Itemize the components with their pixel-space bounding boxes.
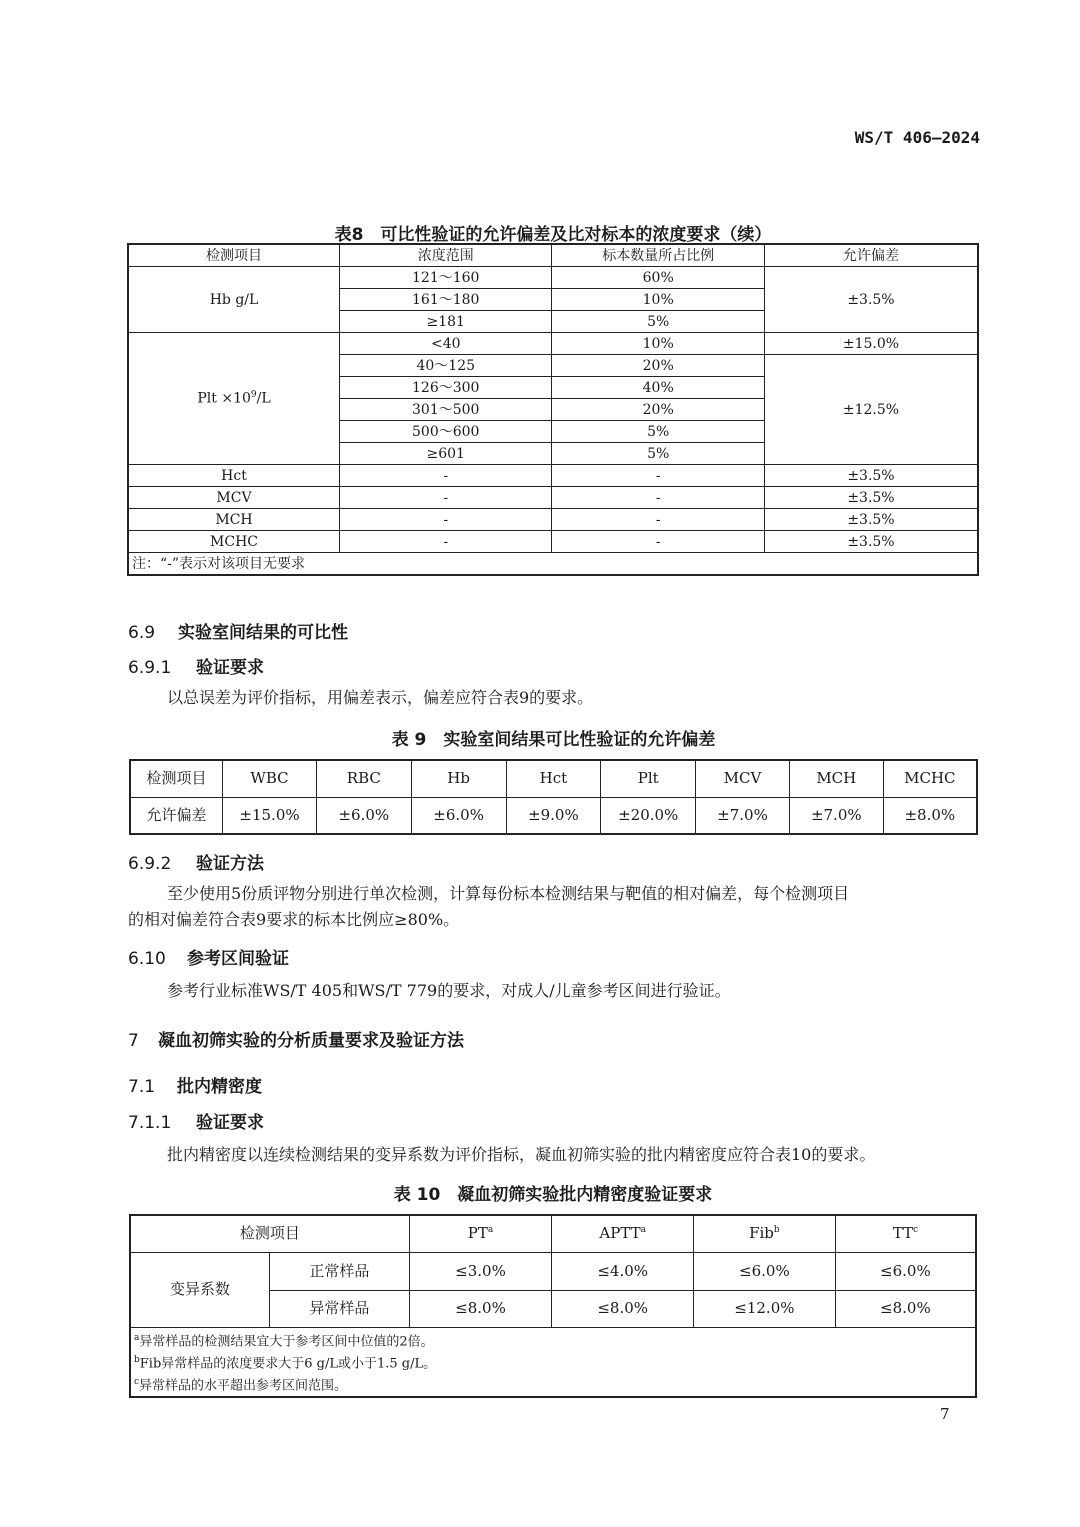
group-label: 变异系数: [130, 1252, 270, 1327]
table-row: [128, 509, 978, 531]
table-cell: ≤3.0%: [409, 1252, 552, 1290]
table-header-cell: 检测项目: [128, 244, 340, 267]
table-row: [130, 797, 977, 834]
footnote-mark: c: [134, 1377, 140, 1388]
section-7-1-1-text: 批内精密度以连续检测结果的变异系数为评价指标，凝血初筛实验的批内精密度应符合表10的要求。: [167, 1145, 876, 1164]
range-cell: 40～125: [340, 355, 552, 377]
table-note-row: [130, 1327, 976, 1397]
table-cell: ≤6.0%: [694, 1252, 836, 1290]
table-row: [128, 465, 978, 487]
footnote-mark: a: [640, 1225, 646, 1236]
table-cell: ≤8.0%: [835, 1290, 976, 1327]
table-header-cell: 检测项目: [130, 1215, 409, 1252]
footnote: [134, 1329, 972, 1351]
table-header-cell: [409, 1215, 552, 1252]
table-cell: ≤6.0%: [835, 1252, 976, 1290]
table-header-cell: 浓度范围: [340, 244, 552, 267]
section-7-heading: [128, 1026, 464, 1051]
table-cell: ±15.0%: [223, 797, 317, 834]
pct-cell: 5%: [552, 443, 764, 465]
section-number: 6.9.2: [128, 854, 172, 874]
footnote-text: 异常样品的水平超出参考区间范围。: [139, 1378, 348, 1394]
section-7-1-heading: [128, 1072, 262, 1097]
tolerance-cell: ±12.5%: [764, 355, 978, 465]
footnote-mark: b: [773, 1225, 780, 1236]
table-cell: ±7.0%: [696, 797, 790, 834]
footnote-mark: a: [487, 1225, 494, 1236]
range-cell: 121～160: [340, 267, 552, 289]
plt-item-exponent: 9: [250, 390, 257, 401]
table-header-cell: 标本数量所占比例: [552, 244, 764, 267]
table-row: [128, 487, 978, 509]
table8-note: 注：“-”表示对该项目无要求: [128, 553, 978, 576]
table-cell: Hct: [506, 760, 601, 797]
table-header-row: [130, 1215, 976, 1252]
section-6-9-1-heading: [128, 653, 264, 678]
section-number: 6.9: [128, 623, 156, 643]
tolerance-cell: ±3.5%: [764, 487, 978, 509]
pct-cell: 5%: [552, 421, 764, 443]
section-6-9-2-line2: 的相对偏差符合表9要求的标本比例应≥80%。: [128, 910, 460, 929]
item-cell: MCHC: [128, 531, 340, 553]
section-6-10-heading: [128, 944, 289, 969]
col-name: PT: [467, 1224, 488, 1243]
section-number: 7: [128, 1031, 139, 1051]
pct-cell: 10%: [552, 333, 764, 355]
table-cell: WBC: [223, 760, 317, 797]
section-6-9-2-heading: [128, 849, 264, 874]
col-name: Fib: [749, 1224, 774, 1243]
pct-cell: 10%: [552, 289, 764, 311]
footnote-mark: b: [134, 1354, 140, 1365]
pct-cell: 5%: [552, 311, 764, 333]
table-cell: ≤8.0%: [552, 1290, 694, 1327]
plt-item: [128, 333, 340, 465]
footnote: [134, 1373, 972, 1395]
tolerance-cell: ±3.5%: [764, 267, 978, 333]
item-cell: Hct: [128, 465, 340, 487]
range-cell: 500～600: [340, 421, 552, 443]
plt-item-suffix: /L: [256, 390, 271, 407]
range-cell: ≥601: [340, 443, 552, 465]
pct-cell: -: [552, 465, 764, 487]
col-name: APTT: [599, 1224, 641, 1243]
pct-cell: -: [552, 487, 764, 509]
table-cell: MCV: [696, 760, 790, 797]
section-title: 参考区间验证: [187, 949, 289, 969]
section-6-9-2-line1: 至少使用5份质评物分别进行单次检测，计算每份标本检测结果与靶值的相对偏差，每个检测项目: [167, 884, 850, 903]
tolerance-cell: ±3.5%: [764, 465, 978, 487]
section-title: 验证要求: [196, 1113, 264, 1133]
range-cell: 301～500: [340, 399, 552, 421]
pct-cell: 20%: [552, 355, 764, 377]
pct-cell: -: [552, 531, 764, 553]
footnote-text: 异常样品的检测结果宜大于参考区间中位值的2倍。: [139, 1333, 434, 1349]
table-note-row: [128, 553, 978, 576]
table-header-row: [128, 244, 978, 267]
range-cell: -: [340, 509, 552, 531]
table-cell: ≤12.0%: [694, 1290, 836, 1327]
table-row: [128, 531, 978, 553]
table-cell: Plt: [601, 760, 696, 797]
section-title: 实验室间结果的可比性: [178, 623, 348, 643]
section-number: 6.10: [128, 949, 166, 969]
footnote: [134, 1351, 972, 1373]
hb-item: Hb g/L: [128, 267, 340, 333]
table-cell: 允许偏差: [130, 797, 223, 834]
table10: [129, 1214, 977, 1398]
table-row: [128, 267, 978, 289]
table-cell: ±6.0%: [316, 797, 411, 834]
section-7-1-1-heading: [128, 1108, 264, 1133]
pct-cell: 20%: [552, 399, 764, 421]
pct-cell: -: [552, 509, 764, 531]
table-cell: ≤4.0%: [552, 1252, 694, 1290]
pct-cell: 60%: [552, 267, 764, 289]
section-title: 验证方法: [196, 854, 264, 874]
table-cell: MCH: [789, 760, 883, 797]
table-cell: ±20.0%: [601, 797, 696, 834]
tolerance-cell: ±3.5%: [764, 531, 978, 553]
table-cell: RBC: [316, 760, 411, 797]
table8: [127, 243, 979, 576]
table-cell: ±9.0%: [506, 797, 601, 834]
plt-item-prefix: Plt ×10: [197, 390, 251, 407]
table-cell: 检测项目: [130, 760, 223, 797]
section-6-9-1-text: 以总误差为评价指标，用偏差表示，偏差应符合表9的要求。: [167, 688, 594, 707]
table-cell: ±7.0%: [789, 797, 883, 834]
range-cell: -: [340, 531, 552, 553]
row-label: 正常样品: [270, 1252, 410, 1290]
item-cell: MCH: [128, 509, 340, 531]
table-row: [128, 333, 978, 355]
item-cell: MCV: [128, 487, 340, 509]
range-cell: <40: [340, 333, 552, 355]
table-cell: ≤8.0%: [409, 1290, 552, 1327]
table-header-cell: [835, 1215, 976, 1252]
table-cell: Hb: [411, 760, 506, 797]
section-title: 凝血初筛实验的分析质量要求及验证方法: [158, 1031, 464, 1051]
page-number: 7: [940, 1405, 950, 1423]
range-cell: 161～180: [340, 289, 552, 311]
table9-caption: 表 9 实验室间结果可比性验证的允许偏差: [391, 730, 716, 750]
footnote-text: Fib异常样品的浓度要求大于6 g/L或小于1.5 g/L。: [139, 1356, 437, 1372]
footnote-mark: a: [134, 1332, 140, 1343]
pct-cell: 40%: [552, 377, 764, 399]
table10-notes: [130, 1327, 976, 1397]
section-title: 批内精密度: [177, 1077, 262, 1097]
table-row: [130, 1252, 976, 1290]
range-cell: ≥181: [340, 311, 552, 333]
footnote-mark: c: [913, 1225, 919, 1236]
table-header-cell: 允许偏差: [764, 244, 978, 267]
table10-caption: 表 10 凝血初筛实验批内精密度验证要求: [393, 1185, 713, 1205]
range-cell: 126～300: [340, 377, 552, 399]
tolerance-cell: ±3.5%: [764, 509, 978, 531]
row-label: 异常样品: [270, 1290, 410, 1327]
section-6-9-heading: [128, 618, 348, 643]
tolerance-cell: ±15.0%: [764, 333, 978, 355]
range-cell: -: [340, 487, 552, 509]
table-cell: ±8.0%: [883, 797, 977, 834]
table-cell: ±6.0%: [411, 797, 506, 834]
table-row: [130, 760, 977, 797]
section-number: 7.1.1: [128, 1113, 172, 1133]
range-cell: -: [340, 465, 552, 487]
table8-caption: 表8 可比性验证的允许偏差及比对标本的浓度要求（续）: [334, 225, 772, 245]
section-6-10-text: 参考行业标准WS/T 405和WS/T 779的要求，对成人/儿童参考区间进行验证。: [167, 981, 731, 1000]
table-header-cell: [552, 1215, 694, 1252]
section-number: 7.1: [128, 1077, 156, 1097]
document-code: WS/T 406—2024: [854, 128, 980, 147]
section-title: 验证要求: [196, 658, 264, 678]
table9: [129, 759, 978, 835]
table-cell: MCHC: [883, 760, 977, 797]
table-header-cell: [694, 1215, 836, 1252]
col-name: TT: [892, 1224, 913, 1243]
section-number: 6.9.1: [128, 658, 172, 678]
